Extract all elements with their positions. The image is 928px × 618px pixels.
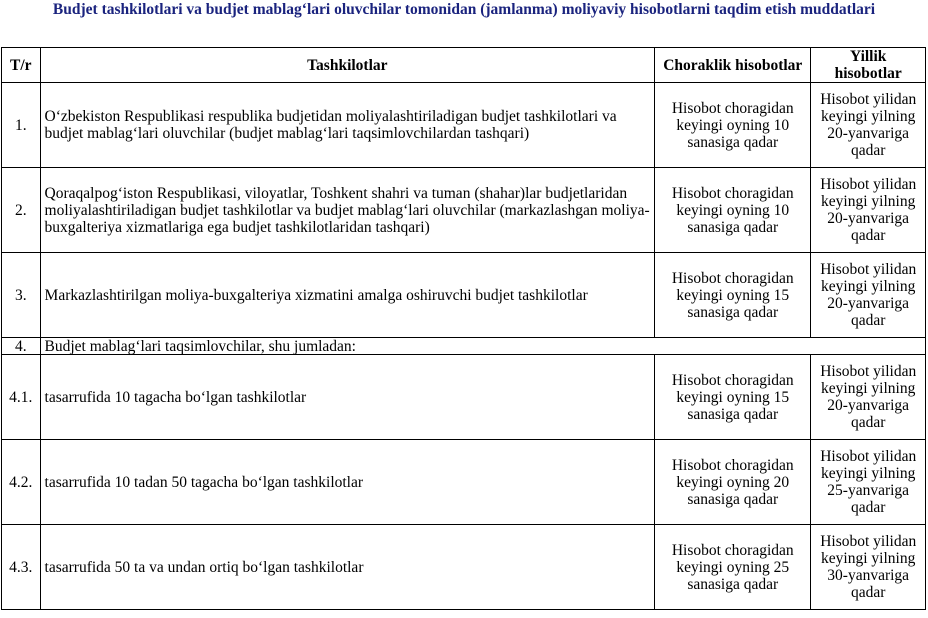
row-annual-deadline: Hisobot yilidan keyingi yilning 20-yanvariga qadar [811, 83, 926, 168]
row-quarterly-deadline: Hisobot choragidan keyingi oyning 15 sanasiga qadar [655, 355, 811, 440]
row-organization: Qoraqalpog‘iston Respublikasi, viloyatlar, Toshkent shahri va tuman (shahar)lar budjetlaridan moliyalashtiriladigan budjet tashkilotlar va budjet mablag‘lari oluvchilar (markazlashgan moliya-buxgalteriya xizmatlariga ega budjet tashkilotlaridan tashqari) [40, 168, 655, 253]
row-organization: tasarrufida 10 tadan 50 tagacha bo‘lgan tashkilotlar [40, 440, 655, 525]
row-annual-deadline: Hisobot yilidan keyingi yilning 20-yanvariga qadar [811, 355, 926, 440]
row-number: 3. [2, 253, 41, 338]
row-organization: Markazlashtirilgan moliya-buxgalteriya xizmatini amalga oshiruvchi budjet tashkilotlar [40, 253, 655, 338]
row-number: 4.2. [2, 440, 41, 525]
header-num: T/r [2, 48, 41, 83]
table-row [2, 83, 926, 168]
row-annual-deadline: Hisobot yilidan keyingi yilning 20-yanvariga qadar [811, 253, 926, 338]
row-annual-deadline: Hisobot yilidan keyingi yilning 20-yanvariga qadar [811, 168, 926, 253]
row-organization: tasarrufida 10 tagacha bo‘lgan tashkilotlar [40, 355, 655, 440]
row-number: 4.3. [2, 525, 41, 610]
row-quarterly-deadline: Hisobot choragidan keyingi oyning 10 sanasiga qadar [655, 83, 811, 168]
row-quarterly-deadline: Hisobot choragidan keyingi oyning 15 sanasiga qadar [655, 253, 811, 338]
row-organization: O‘zbekiston Respublikasi respublika budjetidan moliyalashtiriladigan budjet tashkilotlari va budjet mablag‘lari oluvchilar (budjet mablag‘lari taqsimlovchilardan tashqari) [40, 83, 655, 168]
deadlines-table [1, 47, 926, 610]
row-quarterly-deadline: Hisobot choragidan keyingi oyning 25 sanasiga qadar [655, 525, 811, 610]
row-section-title: Budjet mablag‘lari taqsimlovchilar, shu jumladan: [40, 338, 925, 355]
row-organization: tasarrufida 50 ta va undan ortiq bo‘lgan tashkilotlar [40, 525, 655, 610]
table-header-row [2, 48, 926, 83]
row-number: 2. [2, 168, 41, 253]
row-annual-deadline: Hisobot yilidan keyingi yilning 30-yanvariga qadar [811, 525, 926, 610]
table-row [2, 355, 926, 440]
row-number: 4. [2, 338, 41, 355]
table-row [2, 440, 926, 525]
row-number: 1. [2, 83, 41, 168]
header-organizations: Tashkilotlar [40, 48, 655, 83]
header-quarterly: Choraklik hisobotlar [655, 48, 811, 83]
row-number: 4.1. [2, 355, 41, 440]
page-title: Budjet tashkilotlari va budjet mablag‘lari oluvchilar tomonidan (jamlanma) moliyaviy hisobotlarni taqdim etish muddatlari [52, 1, 876, 18]
table-row [2, 168, 926, 253]
row-annual-deadline: Hisobot yilidan keyingi yilning 25-yanvariga qadar [811, 440, 926, 525]
table-row [2, 525, 926, 610]
header-annual: Yillik hisobotlar [811, 48, 926, 83]
row-quarterly-deadline: Hisobot choragidan keyingi oyning 20 sanasiga qadar [655, 440, 811, 525]
row-quarterly-deadline: Hisobot choragidan keyingi oyning 10 sanasiga qadar [655, 168, 811, 253]
table-section-row [2, 338, 926, 355]
table-row [2, 253, 926, 338]
